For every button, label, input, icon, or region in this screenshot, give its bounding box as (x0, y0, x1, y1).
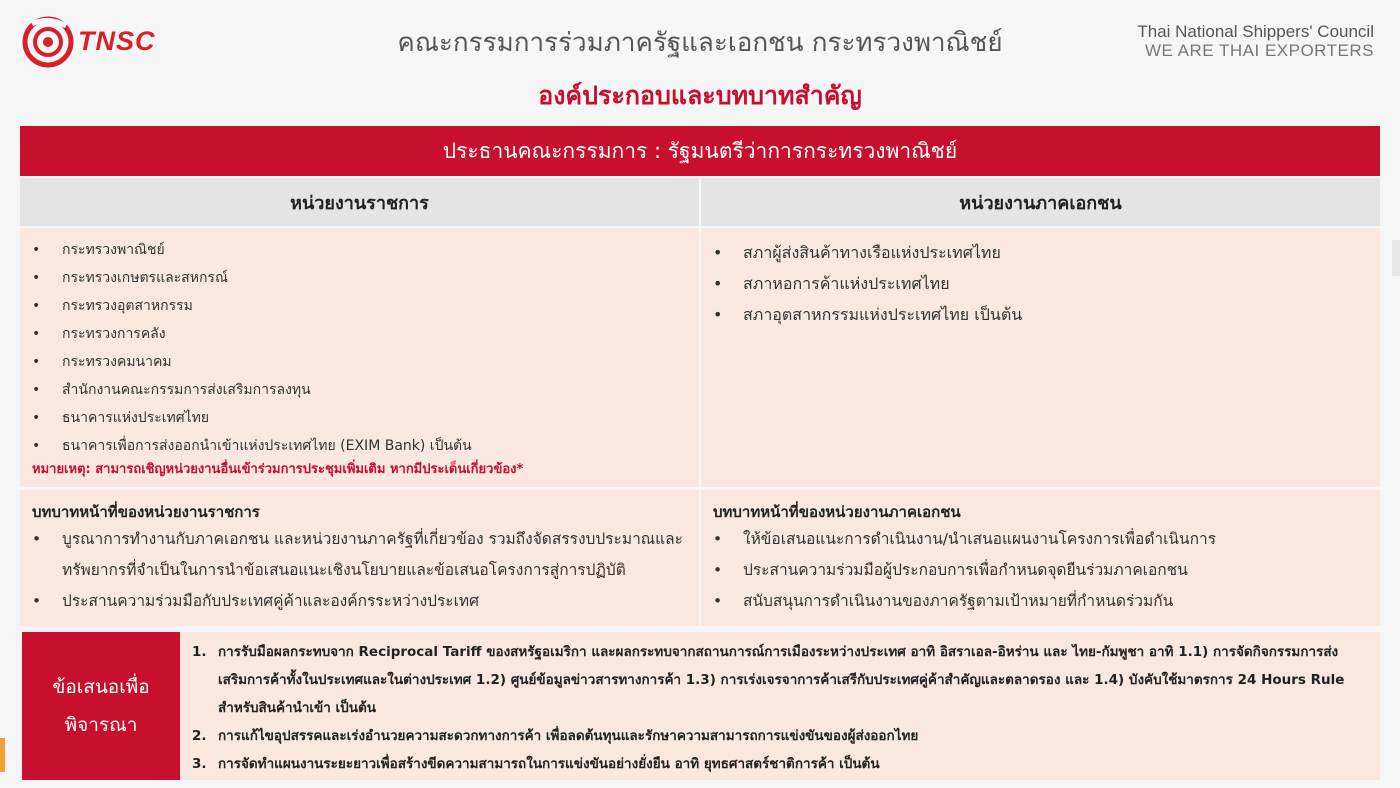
list-item: • กระทรวงพาณิชย์ (20, 236, 699, 264)
list-item: • สนับสนุนการดำเนินงานของภาครัฐตามเป้าหมายที่กำหนดร่วมกัน (701, 586, 1380, 617)
government-heading: หน่วยงานราชการ (20, 178, 699, 226)
bullet-icon: • (32, 530, 42, 548)
logo-text: TNSC (78, 26, 156, 56)
bullet-icon: • (713, 592, 723, 610)
bullet-icon: • (32, 410, 41, 426)
list-item: • ธนาคารเพื่อการส่งออกนำเข้าแห่งประเทศไทย (EXIM Bank) เป็นต้น (20, 432, 699, 460)
government-roles-panel (20, 490, 699, 626)
bullet-icon: • (713, 530, 723, 548)
list-item: • ให้ข้อเสนอแนะการดำเนินงาน/นำเสนอแผนงานโครงการเพื่อดำเนินการ (701, 524, 1380, 555)
list-item: • ธนาคารแห่งประเทศไทย (20, 404, 699, 432)
proposal-body (180, 632, 1380, 780)
list-item: • สภาอุตสาหกรรมแห่งประเทศไทย เป็นต้น (701, 299, 1380, 330)
edge-marker (0, 738, 5, 772)
proposal-label-line2: พิจารณา (64, 714, 138, 736)
org-name: Thai National Shippers' Council (1137, 22, 1374, 41)
government-roles-title: บทบาทหน้าที่ของหน่วยงานราชการ (32, 503, 260, 521)
bullet-icon: • (32, 270, 41, 286)
proposal-label (22, 632, 180, 780)
list-item: • กระทรวงการคลัง (20, 320, 699, 348)
proposal-number: 1. (192, 644, 207, 660)
list-item: • กระทรวงคมนาคม (20, 348, 699, 376)
list-item: • สภาหอการค้าแห่งประเทศไทย (701, 268, 1380, 299)
private-members-panel (701, 228, 1380, 487)
government-members-panel (20, 228, 699, 487)
list-item: • กระทรวงอุตสาหกรรม (20, 292, 699, 320)
proposal-label-line1: ข้อเสนอเพื่อ (52, 676, 150, 698)
bullet-icon: • (32, 354, 41, 370)
bullet-icon: • (713, 243, 723, 262)
proposal-item: 3. การจัดทำแผนงานระยะยาวเพื่อสร้างขีดความสามารถในการแข่งขันอย่างยั่งยืน อาทิ ยุทธศาสตร์ชาติการค้า เป็นต้น (192, 750, 1364, 778)
private-roles-panel (701, 490, 1380, 626)
private-heading: หน่วยงานภาคเอกชน (701, 178, 1380, 226)
proposal-list (180, 632, 1380, 778)
government-members-list (20, 228, 699, 460)
list-item: • สำนักงานคณะกรรมการส่งเสริมการลงทุน (20, 376, 699, 404)
bullet-icon: • (32, 382, 41, 398)
page-subtitle: องค์ประกอบและบทบาทสำคัญ (538, 81, 862, 110)
bullet-icon: • (32, 438, 41, 454)
list-item: • บูรณาการทำงานกับภาคเอกชน และหน่วยงานภาครัฐที่เกี่ยวข้อง รวมถึงจัดสรรงบประมาณและทรัพยากรที่จำเป็นในการนำข้อเสนอแนะเชิงนโยบายและข้อเสนอโครงการสู่การปฏิบัติ (20, 524, 699, 586)
edge-scroll-tab (1392, 240, 1400, 276)
org-tagline: WE ARE THAI EXPORTERS (1144, 41, 1374, 60)
private-members-list (701, 228, 1380, 330)
private-roles-list (701, 524, 1380, 617)
list-item: • ประสานความร่วมมือผู้ประกอบการเพื่อกำหนดจุดยืนร่วมภาคเอกชน (701, 555, 1380, 586)
bullet-icon: • (32, 242, 41, 258)
government-roles-list (20, 524, 699, 617)
list-item: • ประสานความร่วมมือกับประเทศคู่ค้าและองค์กรระหว่างประเทศ (20, 586, 699, 617)
bullet-icon: • (713, 305, 723, 324)
bullet-icon: • (713, 561, 723, 579)
bullet-icon: • (713, 274, 723, 293)
bullet-icon: • (32, 298, 41, 314)
proposal-number: 3. (192, 756, 207, 772)
proposal-item: 1. การรับมือผลกระทบจาก Reciprocal Tariff ของสหรัฐอเมริกา และผลกระทบจากสถานการณ์การเมืองระหว่างประเทศ อาทิ อิสราเอล-อิหร่าน และ ไทย-กัมพูชา อาทิ 1.1) การจัดกิจกรรมการส่งเสริมการค้าทั้งในประเทศและในต่างประเทศ 1.2) ศูนย์ข้อมูลข่าวสารทางการค้า 1.3) การเร่งเจรจาการค้าเสรีกับประเทศคู่ค้าสำคัญและตลาดรอง และ 1.4) บังคับใช้มาตรการ 24 Hours Rule สำหรับสินค้านำเข้า เป็นต้น (192, 638, 1364, 722)
page-title: คณะกรรมการร่วมภาครัฐและเอกชน กระทรวงพาณิชย์ (397, 28, 1003, 58)
proposal-number: 2. (192, 728, 207, 744)
list-item: • กระทรวงเกษตรและสหกรณ์ (20, 264, 699, 292)
proposal-item: 2. การแก้ไขอุปสรรคและเร่งอำนวยความสะดวกทางการค้า เพื่อลดต้นทุนและรักษาความสามารถการแข่งขันของผู้ส่งออกไทย (192, 722, 1364, 750)
bullet-icon: • (32, 592, 42, 610)
chairman-banner: ประธานคณะกรรมการ : รัฐมนตรีว่าการกระทรวงพาณิชย์ (20, 126, 1380, 176)
list-item: • สภาผู้ส่งสินค้าทางเรือแห่งประเทศไทย (701, 237, 1380, 268)
government-note: หมายเหตุ: สามารถเชิญหน่วยงานอื่นเข้าร่วมการประชุมเพิ่มเติม หากมีประเด็นเกี่ยวข้อง* (32, 462, 524, 477)
private-roles-title: บทบาทหน้าที่ของหน่วยงานภาคเอกชน (713, 503, 961, 521)
bullet-icon: • (32, 326, 41, 342)
